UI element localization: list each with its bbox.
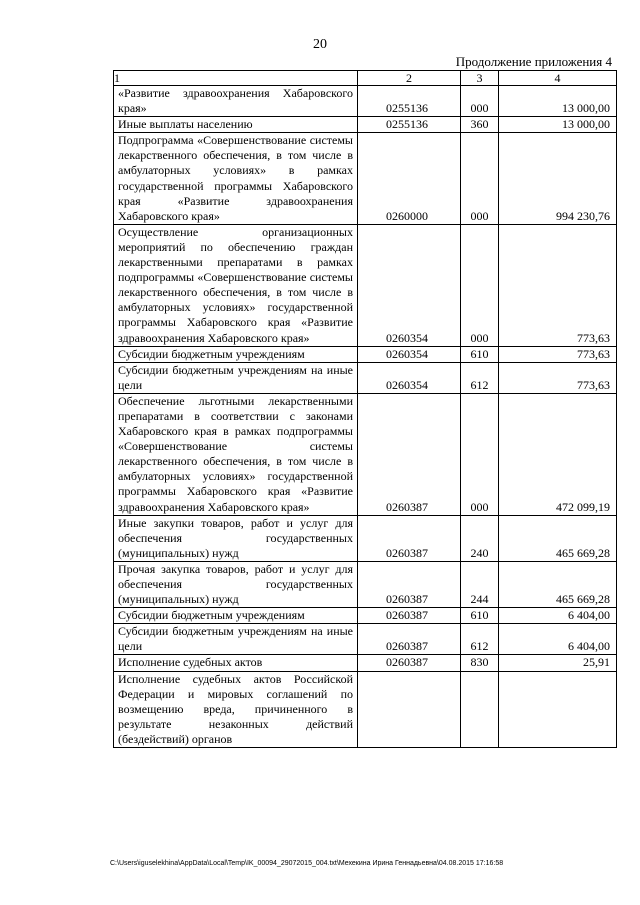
row-type-cell: 000	[461, 224, 499, 346]
row-name-cell: Прочая закупка товаров, работ и услуг для обеспечения государственных (муниципальных) нужд	[114, 561, 358, 607]
table-row	[114, 346, 617, 362]
row-type-cell: 244	[461, 561, 499, 607]
row-name-cell: Субсидии бюджетным учреждениям	[114, 346, 358, 362]
row-code-cell: 0260354	[358, 362, 461, 393]
row-type-cell: 360	[461, 117, 499, 133]
row-name-cell: Исполнение судебных актов Российской Федерации и мировых соглашений по возмещению вреда, причиненного в результате незаконных действий (бездействий) органов	[114, 671, 358, 747]
table-row	[114, 624, 617, 655]
table-row	[114, 224, 617, 346]
row-code-cell: 0260387	[358, 608, 461, 624]
row-name-cell: Осуществление организационных мероприятий по обеспечению граждан лекарственными препаратами в рамках подпрограммы «Совершенствование системы лекарственного обеспечения, в том числе в амбулаторных условиях» государственной программы Хабаровского края «Развитие здравоохранения Хабаровского края»	[114, 224, 358, 346]
row-amount-cell: 773,63	[499, 346, 617, 362]
row-amount-cell: 6 404,00	[499, 624, 617, 655]
row-name-cell: Субсидии бюджетным учреждениям на иные цели	[114, 624, 358, 655]
table-row	[114, 133, 617, 225]
table-row	[114, 608, 617, 624]
header-col-3: 3	[461, 71, 499, 86]
row-amount-cell: 465 669,28	[499, 515, 617, 561]
row-type-cell: 830	[461, 655, 499, 671]
header-col-2: 2	[358, 71, 461, 86]
document-footer-path: C:\Users\iguselekhina\AppData\Local\Temp\IK_00094_29072015_004.txt\Мехекина Ирина Геннадьевна\04.08.2015 17:16:58	[110, 860, 504, 867]
row-name-cell: Обеспечение льготными лекарственными препаратами в соответствии с законами Хабаровского края в рамках подпрограммы «Совершенствование системы лекарственного обеспечения, в том числе в амбулаторных условиях» государственной программы Хабаровского края «Развитие здравоохранения Хабаровского края»	[114, 393, 358, 515]
table-row	[114, 655, 617, 671]
row-type-cell: 240	[461, 515, 499, 561]
row-name-cell: Иные выплаты населению	[114, 117, 358, 133]
row-amount-cell: 13 000,00	[499, 117, 617, 133]
row-name-cell: Субсидии бюджетным учреждениям	[114, 608, 358, 624]
row-amount-cell: 25,91	[499, 655, 617, 671]
row-code-cell: 0260387	[358, 561, 461, 607]
table-row	[114, 393, 617, 515]
row-type-cell: 610	[461, 608, 499, 624]
header-col-4: 4	[499, 71, 617, 86]
row-code-cell: 0255136	[358, 86, 461, 117]
row-code-cell: 0260354	[358, 346, 461, 362]
row-name-cell: Иные закупки товаров, работ и услуг для обеспечения государственных (муниципальных) нужд	[114, 515, 358, 561]
table-header-row	[114, 71, 617, 86]
row-code-cell	[358, 671, 461, 747]
table-row	[114, 86, 617, 117]
appendix-continuation-caption: Продолжение приложения 4	[455, 54, 612, 69]
row-code-cell: 0260000	[358, 133, 461, 225]
row-code-cell: 0255136	[358, 117, 461, 133]
row-type-cell: 000	[461, 133, 499, 225]
row-type-cell: 000	[461, 86, 499, 117]
row-amount-cell: 472 099,19	[499, 393, 617, 515]
row-type-cell	[461, 671, 499, 747]
row-amount-cell: 773,63	[499, 362, 617, 393]
row-amount-cell: 773,63	[499, 224, 617, 346]
row-code-cell: 0260387	[358, 624, 461, 655]
table-row	[114, 561, 617, 607]
row-type-cell: 000	[461, 393, 499, 515]
row-code-cell: 0260387	[358, 515, 461, 561]
page-number: 20	[313, 37, 327, 52]
row-type-cell: 612	[461, 362, 499, 393]
row-amount-cell: 13 000,00	[499, 86, 617, 117]
row-amount-cell: 994 230,76	[499, 133, 617, 225]
row-code-cell: 0260387	[358, 393, 461, 515]
row-code-cell: 0260387	[358, 655, 461, 671]
row-name-cell: «Развитие здравоохранения Хабаровского края»	[114, 86, 358, 117]
table-row	[114, 362, 617, 393]
row-amount-cell	[499, 671, 617, 747]
row-type-cell: 610	[461, 346, 499, 362]
row-amount-cell: 6 404,00	[499, 608, 617, 624]
row-code-cell: 0260354	[358, 224, 461, 346]
header-col-1: 1	[114, 71, 358, 86]
row-name-cell: Субсидии бюджетным учреждениям на иные цели	[114, 362, 358, 393]
table-row	[114, 117, 617, 133]
row-amount-cell: 465 669,28	[499, 561, 617, 607]
row-name-cell: Исполнение судебных актов	[114, 655, 358, 671]
appendix-table	[113, 70, 617, 748]
row-name-cell: Подпрограмма «Совершенствование системы лекарственного обеспечения, в том числе в амбулаторных условиях» в рамках государственной программы Хабаровского края «Развитие здравоохранения Хабаровского края»	[114, 133, 358, 225]
table-row	[114, 671, 617, 747]
row-type-cell: 612	[461, 624, 499, 655]
table-row	[114, 515, 617, 561]
